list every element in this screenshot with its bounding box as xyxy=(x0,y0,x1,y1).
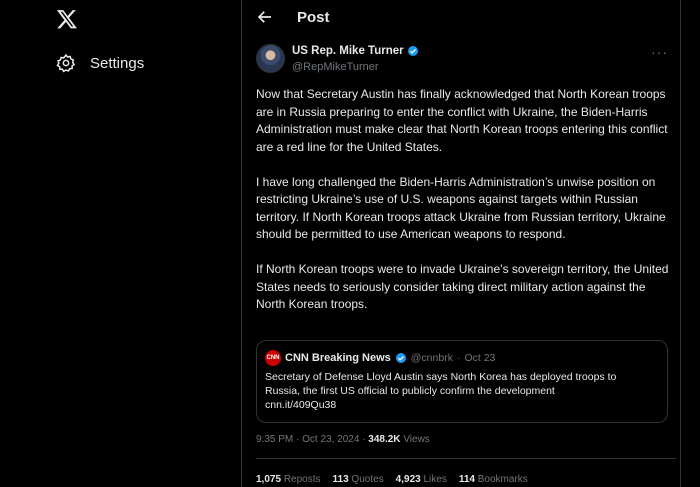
quoted-text-line: Russia, the first US official to publicly confirm the development xyxy=(265,385,555,397)
author-handle[interactable]: @RepMikeTurner xyxy=(292,61,379,73)
nav-settings[interactable] xyxy=(56,52,144,74)
likes-stat[interactable] xyxy=(396,474,447,485)
page-title: Post xyxy=(297,9,330,26)
likes-count: 4,923 xyxy=(395,474,421,485)
quotes-label: Quotes xyxy=(351,474,384,485)
quotes-count: 113 xyxy=(332,474,349,485)
quoted-post-date: Oct 23 xyxy=(464,352,496,364)
quoted-author-handle: @cnnbrk xyxy=(410,352,453,364)
bookmarks-count: 114 xyxy=(458,474,475,485)
bookmarks-label: Bookmarks xyxy=(477,474,528,485)
cnn-logo-icon: CNN xyxy=(265,350,281,366)
reposts-count: 1,075 xyxy=(256,474,282,485)
post-paragraph: I have long challenged the Biden-Harris Administration’s unwise position on restricting Ukraine’s use of U.S. weapons against targets within Russian territory. If North Korean troops attack Ukraine from Russian territory, Ukraine should be permitted to use American weapons to respond. xyxy=(256,174,666,241)
post-author xyxy=(256,44,676,78)
post-text xyxy=(256,86,676,331)
back-arrow-icon[interactable] xyxy=(256,8,274,26)
quoted-author-name: CNN Breaking News xyxy=(285,352,391,364)
reposts-stat[interactable] xyxy=(256,474,321,485)
divider xyxy=(256,458,676,459)
likes-label: Likes xyxy=(423,474,447,485)
separator-dot: · xyxy=(456,352,461,364)
bookmarks-stat[interactable] xyxy=(459,474,528,485)
quoted-post-header xyxy=(265,350,495,366)
post-paragraph: If North Korean troops were to invade Ukraine’s sovereign territory, the United States needs to seriously consider taking direct military action against the North Korean troops. xyxy=(256,262,669,311)
views-label: Views xyxy=(403,434,430,445)
gear-icon xyxy=(56,53,76,73)
post-meta xyxy=(256,434,430,445)
verified-badge-icon xyxy=(407,45,419,57)
settings-label: Settings xyxy=(90,54,145,72)
author-name-row[interactable] xyxy=(292,45,419,57)
post-timestamp[interactable]: 9:35 PM · Oct 23, 2024 · xyxy=(256,434,366,445)
quoted-text-line: Secretary of Defense Lloyd Austin says North Korea has deployed troops to xyxy=(265,371,617,383)
quoted-link[interactable]: cnn.it/409Qu38 xyxy=(265,399,337,411)
views-count: 348.2K xyxy=(368,434,401,445)
x-logo-icon[interactable] xyxy=(56,8,78,30)
verified-badge-icon xyxy=(395,352,407,364)
quoted-post-text xyxy=(265,370,661,412)
author-name[interactable]: US Rep. Mike Turner xyxy=(292,45,404,57)
post-stats xyxy=(256,474,528,485)
more-options-icon[interactable]: ··· xyxy=(651,44,668,60)
quoted-post[interactable] xyxy=(256,340,668,423)
post-header xyxy=(242,0,680,36)
avatar[interactable] xyxy=(256,44,285,73)
post-column xyxy=(241,0,681,487)
quotes-stat[interactable] xyxy=(333,474,384,485)
reposts-label: Reposts xyxy=(283,474,321,485)
post-paragraph: Now that Secretary Austin has finally acknowledged that North Korean troops are in Russia preparing to enter the conflict with Ukraine, the Biden-Harris Administration must make clear that North Korean troops entering this conflict are a red line for the United States. xyxy=(256,87,668,154)
left-nav xyxy=(0,0,240,487)
